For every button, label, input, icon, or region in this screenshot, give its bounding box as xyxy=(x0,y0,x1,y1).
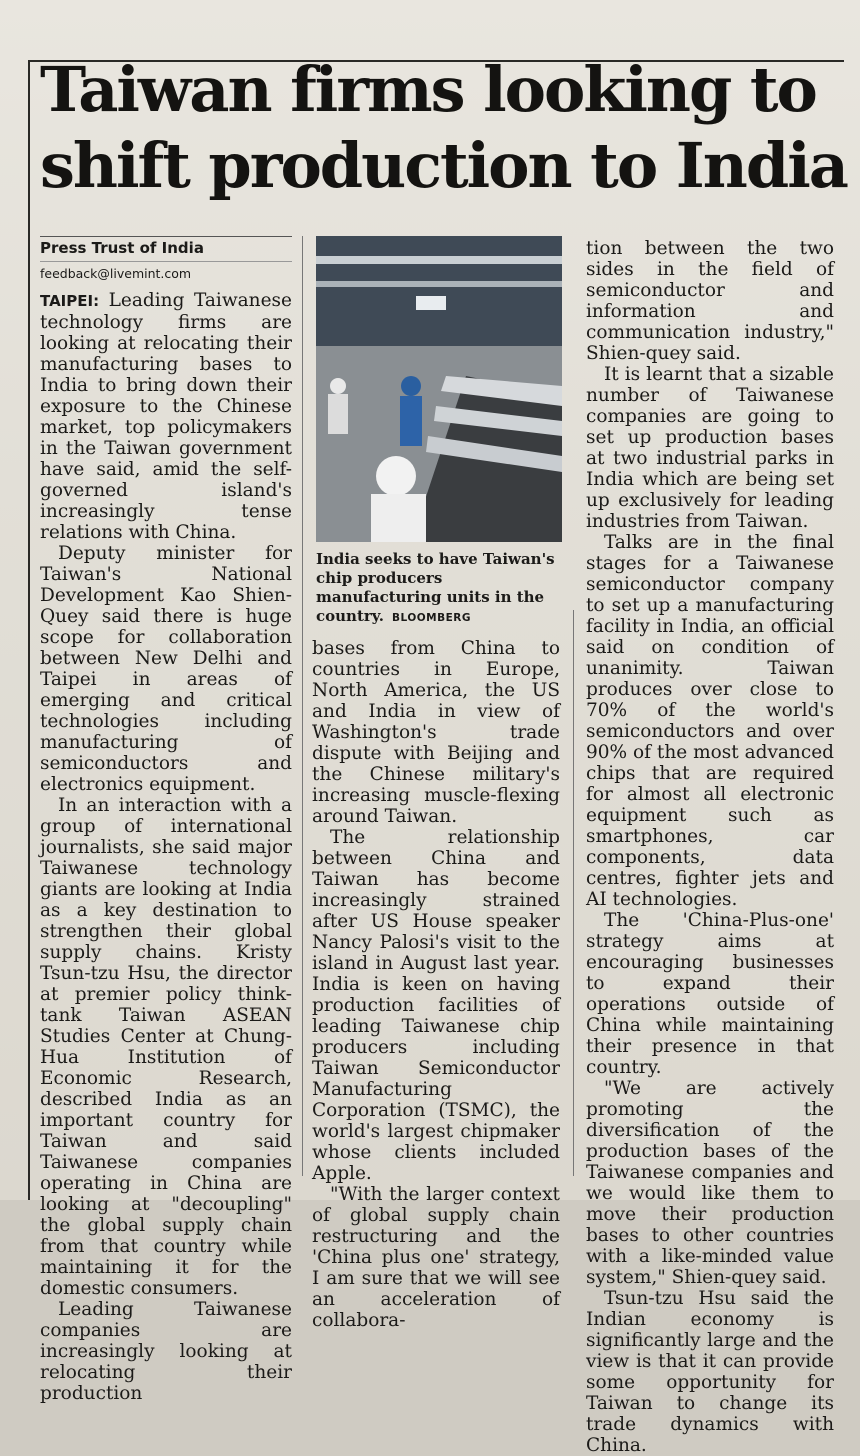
factory-photo-graphic xyxy=(316,236,562,542)
article-paragraph: "With the larger context of global supply chain restructuring and the 'China plus one' strategy, I am sure that we will see an acceleration of collabora- xyxy=(312,1184,560,1331)
photo-caption xyxy=(316,550,562,628)
article-paragraph: Talks are in the final stages for a Taiwanese semiconductor company to set up a manufacturing facility in India, an official said on condition of unanimity. Taiwan produces over close to 70% of the world's semiconductors and over 90% of the most advanced chips that are required for almost all electronic equipment such as smartphones, car components, data centres, fighter jets and AI technologies. xyxy=(586,532,834,910)
column-divider xyxy=(302,236,303,1176)
article-paragraph: Tsun-tzu Hsu said the Indian economy is significantly large and the view is that it can provide some opportunity for Taiwan to change its trade dynamics with China. xyxy=(586,1288,834,1456)
article-paragraph: It is learnt that a sizable number of Taiwanese companies are going to set up production bases at two industrial parks in India which are being set up exclusively for leading industries from Taiwan. xyxy=(586,364,834,532)
dateline: TAIPEI: xyxy=(40,292,100,310)
byline-email: feedback@livemint.com xyxy=(40,266,192,281)
article-paragraph: The relationship between China and Taiwan has become increasingly strained after US House speaker Nancy Palosi's visit to the island in August last year. India is keen on having production facilities of leading Taiwanese chip producers including Taiwan Semiconductor Manufacturing Corporation (TSMC), the world's largest chipmaker whose clients included Apple. xyxy=(312,827,560,1184)
article-column-1 xyxy=(40,290,292,1404)
article-paragraph: bases from China to countries in Europe, North America, the US and India in view of Washington's trade dispute with Beijing and the Chinese military's increasing muscle-flexing around Taiwan. xyxy=(312,638,560,827)
article-paragraph: Deputy minister for Taiwan's National Development Kao Shien-Quey said there is huge scope for collaboration between New Delhi and Taipei in areas of emerging and critical technologies including manufacturing of semiconductors and electronics equipment. xyxy=(40,543,292,795)
factory-photo xyxy=(316,236,562,542)
article-paragraph: Leading Taiwanese companies are increasingly looking at relocating their production xyxy=(40,1299,292,1404)
headline xyxy=(40,52,850,204)
article-paragraph: "We are actively promoting the diversification of the production bases of the Taiwanese companies and we would like them to move their production bases to other countries with a like-minded value system," Shien-quey said. xyxy=(586,1078,834,1288)
headline-line-1: Taiwan firms looking to xyxy=(40,53,816,126)
photo-credit: BLOOMBERG xyxy=(392,612,471,624)
article-column-3 xyxy=(586,238,834,1456)
caption-text: India seeks to have Taiwan's chip producers manufacturing units in the country. xyxy=(316,550,555,625)
article-paragraph: tion between the two sides in the field of semiconductor and information and communication industry," Shien-quey said. xyxy=(586,238,834,364)
article-column-2 xyxy=(312,638,560,1331)
frame-left-rule xyxy=(28,60,30,1200)
column-divider xyxy=(573,610,574,1176)
article-paragraph xyxy=(40,290,292,543)
article-paragraph: In an interaction with a group of international journalists, she said major Taiwanese technology giants are looking at India as a key destination to strengthen their global supply chains. Kristy Tsun-tzu Hsu, the director at premier policy think-tank Taiwan ASEAN Studies Center at Chung-Hua Institution of Economic Research, described India as an important country for Taiwan and said Taiwanese companies operating in China are looking at "decoupling" the global supply chain from that country while maintaining it for the domestic consumers. xyxy=(40,795,292,1299)
headline-line-2: shift production to India xyxy=(40,129,847,202)
byline: Press Trust of India xyxy=(40,236,292,262)
paragraph-text: Leading Taiwanese technology firms are looking at relocating their manufacturing bases to India to bring down their exposure to the Chinese market, top policymakers in the Taiwan government have said, amid the self-governed island's increasingly tense relations with China. xyxy=(40,290,292,543)
article-paragraph: The 'China-Plus-one' strategy aims at encouraging businesses to expand their operations outside of China while maintaining their presence in that country. xyxy=(586,910,834,1078)
